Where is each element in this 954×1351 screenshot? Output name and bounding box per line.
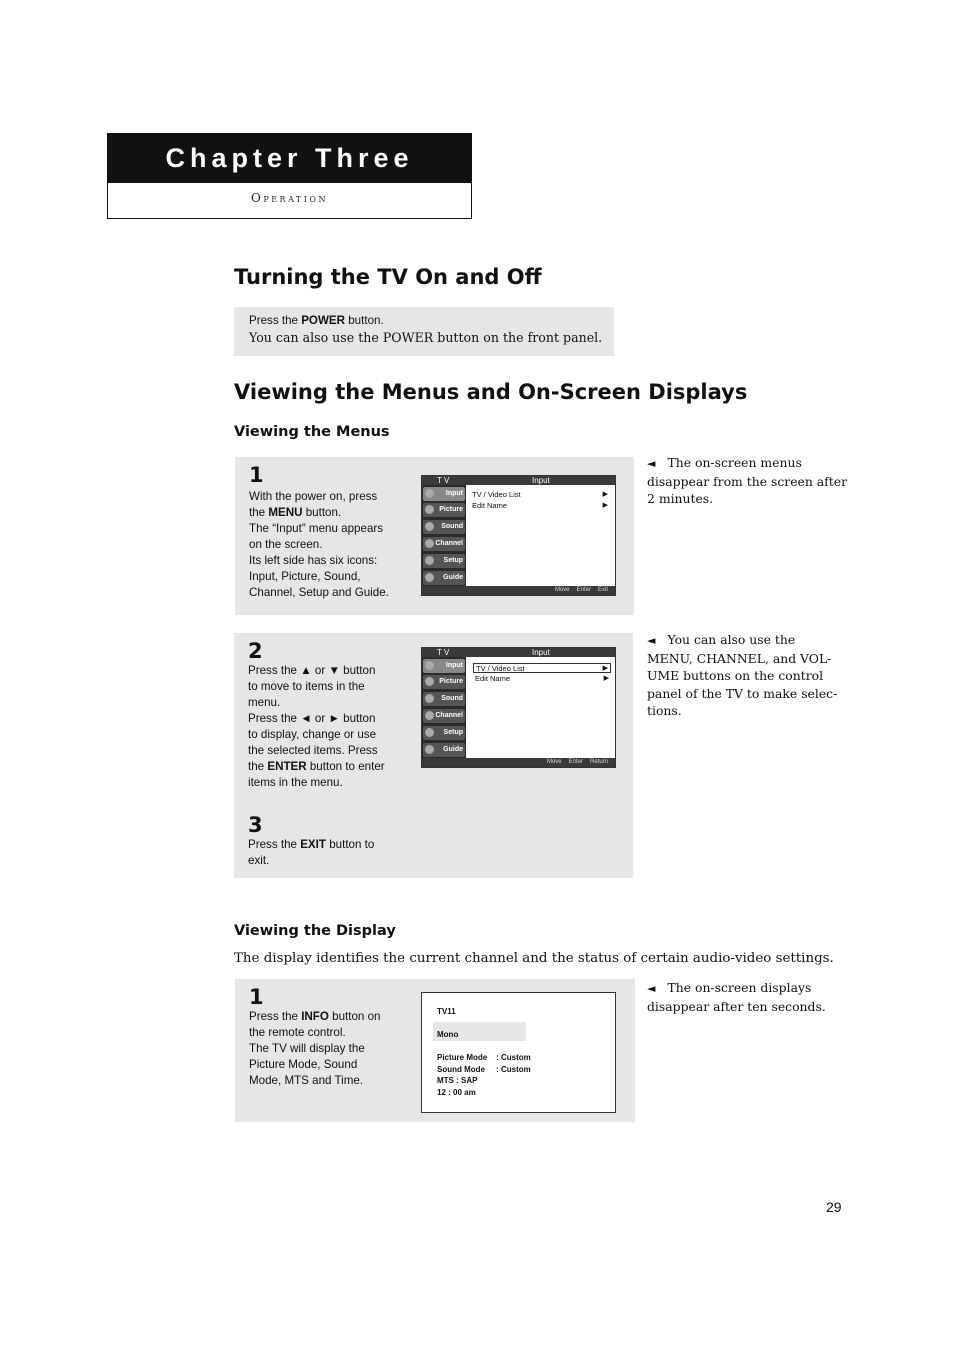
tv-menu-bottombar: Move Enter Exit — [422, 586, 615, 595]
subheading-viewing-menus: Viewing the Menus — [234, 424, 390, 440]
right-triangle-icon: ▶ — [603, 675, 609, 682]
tv-menu-screen — [421, 475, 616, 596]
subheading-viewing-display: Viewing the Display — [234, 923, 396, 939]
left-arrow-icon: ◄ — [647, 982, 656, 995]
step3-text: Press the EXIT button to exit. — [248, 838, 375, 867]
step-number: 1 — [249, 463, 264, 487]
chapter-title: Chapter Three — [108, 134, 471, 183]
menu-icon-picture: Picture — [423, 503, 465, 517]
tv-menu-sidebar — [422, 485, 466, 586]
right-triangle-icon: ▶ — [602, 502, 608, 509]
section-heading-menus: Viewing the Menus and On-Screen Displays — [234, 380, 748, 404]
tv-menu-list — [472, 490, 608, 520]
display-step-box — [235, 979, 635, 1122]
tv-menu-bottombar: Move Enter Return — [422, 758, 615, 767]
menu-row-tv-video-list-selected: TV / Video List ▶ — [473, 663, 611, 673]
menu-row-edit-name: Edit Name ▶ — [475, 674, 609, 683]
display-audio: Mono — [437, 1030, 459, 1039]
display-time: 12 : 00 am — [437, 1088, 476, 1097]
display-step-text: Press the INFO button on the remote control. The TV will display the Picture Mode, Sound Mode, MTS and Time. — [249, 1010, 381, 1087]
step-number: 1 — [249, 985, 264, 1009]
menu-icon-input: Input — [423, 659, 465, 673]
power-instruction-line1: Press the POWER button. — [249, 314, 384, 327]
right-triangle-icon: ▶ — [602, 665, 608, 672]
tv-menu-sidebar — [422, 657, 466, 758]
menu-icon-input: Input — [423, 487, 465, 501]
step1-box — [235, 457, 634, 615]
step-number: 3 — [248, 813, 263, 837]
menu-row-tv-video-list: TV / Video List ▶ — [472, 490, 608, 499]
tv-menu-screen — [421, 647, 616, 768]
tv-menu-list — [473, 663, 611, 693]
menu-icon-setup: Setup — [423, 726, 465, 740]
display-channel: TV11 — [437, 1007, 456, 1016]
step-number: 2 — [248, 639, 263, 663]
display-screen — [421, 992, 616, 1113]
page-number: 29 — [826, 1199, 842, 1215]
step2-text: Press the ▲ or ▼ button to move to items in the menu. Press the ◄ or ► button to display, change or use the selected items. Press the ENTER button to enter items in the menu. — [248, 664, 385, 789]
power-instruction-line2: You can also use the POWER button on the front panel. — [249, 330, 603, 345]
note-control-panel: ◄ You can also use the MENU, CHANNEL, and VOL- UME buttons on the control panel of the TV to make selec- tions. — [647, 632, 838, 718]
menu-row-edit-name: Edit Name ▶ — [472, 501, 608, 510]
section-heading-power: Turning the TV On and Off — [234, 265, 542, 289]
right-triangle-icon: ▶ — [602, 491, 608, 498]
step1-text: With the power on, press the MENU button. The “Input” menu appears on the screen. Its left side has six icons: Input, Picture, Sound, Channel, Setup and Guide. — [249, 490, 389, 599]
left-arrow-icon: ◄ — [647, 634, 656, 647]
chapter-subtitle: Operation — [251, 191, 328, 205]
display-picture-mode: Picture Mode : Custom — [437, 1053, 531, 1062]
menu-icon-channel: Channel — [423, 709, 465, 723]
display-sound-mode: Sound Mode : Custom — [437, 1065, 531, 1074]
note-display-timeout: ◄ The on-screen displays disappear after ten seconds. — [647, 980, 826, 1014]
menu-icon-sound: Sound — [423, 692, 465, 706]
note-menus-timeout: ◄ The on-screen menus disappear from the screen after 2 minutes. — [647, 455, 847, 506]
tv-menu-topbar: T V Input — [422, 648, 615, 657]
tv-menu-topbar: T V Input — [422, 476, 615, 485]
chapter-header — [107, 133, 472, 219]
menu-icon-picture: Picture — [423, 675, 465, 689]
menu-icon-sound: Sound — [423, 520, 465, 534]
menu-icon-setup: Setup — [423, 554, 465, 568]
menu-icon-channel: Channel — [423, 537, 465, 551]
menu-icon-guide: Guide — [423, 743, 465, 757]
power-instruction-box — [234, 307, 614, 356]
step2-box — [234, 633, 633, 878]
display-mts: MTS : SAP — [437, 1076, 478, 1085]
left-arrow-icon: ◄ — [647, 457, 656, 470]
menu-icon-guide: Guide — [423, 571, 465, 585]
display-intro: The display identifies the current channel and the status of certain audio-video settings. — [234, 951, 834, 966]
